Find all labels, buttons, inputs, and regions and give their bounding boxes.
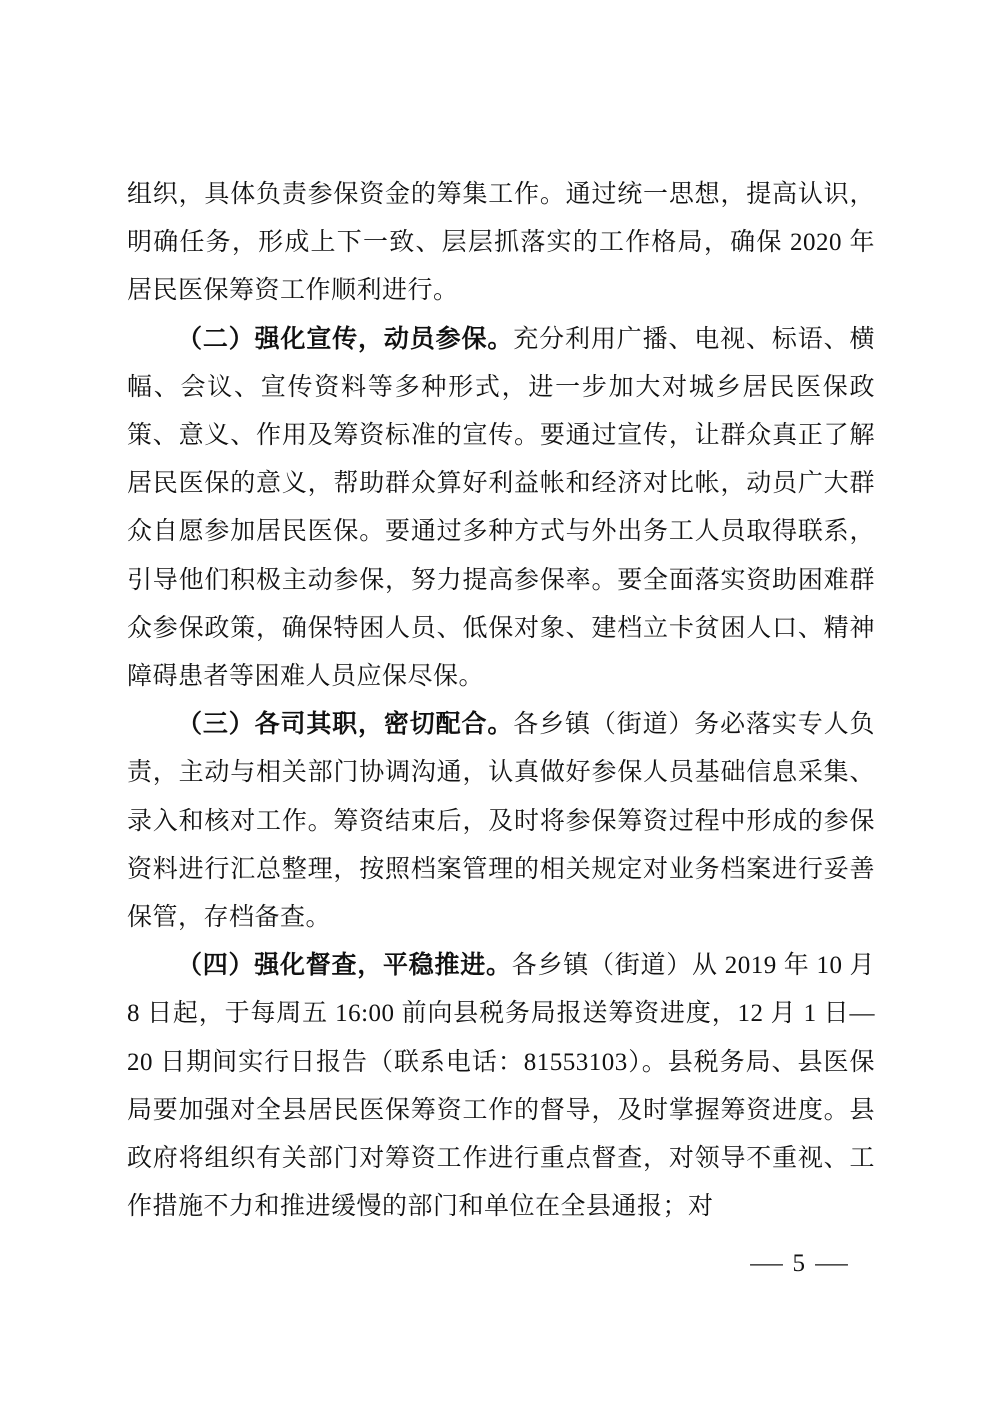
paragraph-text: 充分利用广播、电视、标语、横幅、会议、宣传资料等多种形式，进一步加大对城乡居民医保政策、意义、作用及筹资标准的宣传。要通过宣传，让群众真正了解居民医保的意义，帮助群众算好利益帐和经济对比帐，动员广大群众自愿参加居民医保。要通过多种方式与外出务工人员取得联系，引导他们积极主动参保，努力提高参保率。要全面落实资助困难群众参保政策，确保特困人员、低保对象、建档立卡贫困人口、精神障碍患者等困难人员应保尽保。 <box>127 325 875 691</box>
page-number: 5 <box>792 1250 805 1277</box>
section-heading-4: （四）强化督查，平稳推进。 <box>177 952 512 980</box>
footer-right-dash: — <box>815 1250 848 1277</box>
paragraph-section-4 <box>127 942 875 1231</box>
page-number-footer <box>749 1249 848 1279</box>
section-heading-3: （三）各司其职，密切配合。 <box>177 711 514 739</box>
document-body <box>127 171 875 1231</box>
paragraph-text: 各乡镇（街道）从 2019 年 10 月 8 日起，于每周五 16:00 前向县税务局报送筹资进度，12 月 1 日—20 日期间实行日报告（联系电话：81553103）。县税务局、县医保局要加强对全县居民医保筹资工作的督导，及时掌握筹资进度。县政府将组织有关部门对筹资工作进行重点督查，对领导不重视、工作措施不力和推进缓慢的部门和单位在全县通报；对 <box>127 952 875 1221</box>
footer-left-dash: — <box>749 1250 783 1277</box>
section-heading-2: （二）强化宣传，动员参保。 <box>177 325 514 353</box>
paragraph-text: 组织，具体负责参保资金的筹集工作。通过统一思想，提高认识，明确任务，形成上下一致、层层抓落实的工作格局，确保 2020 年居民医保筹资工作顺利进行。 <box>127 181 875 305</box>
paragraph-continuation <box>127 171 875 316</box>
paragraph-section-3 <box>127 701 875 942</box>
paragraph-section-2 <box>127 316 875 702</box>
paragraph-text: 各乡镇（街道）务必落实专人负责，主动与相关部门协调沟通，认真做好参保人员基础信息采集、录入和核对工作。筹资结束后，及时将参保筹资过程中形成的参保资料进行汇总整理，按照档案管理的相关规定对业务档案进行妥善保管，存档备查。 <box>127 711 875 932</box>
